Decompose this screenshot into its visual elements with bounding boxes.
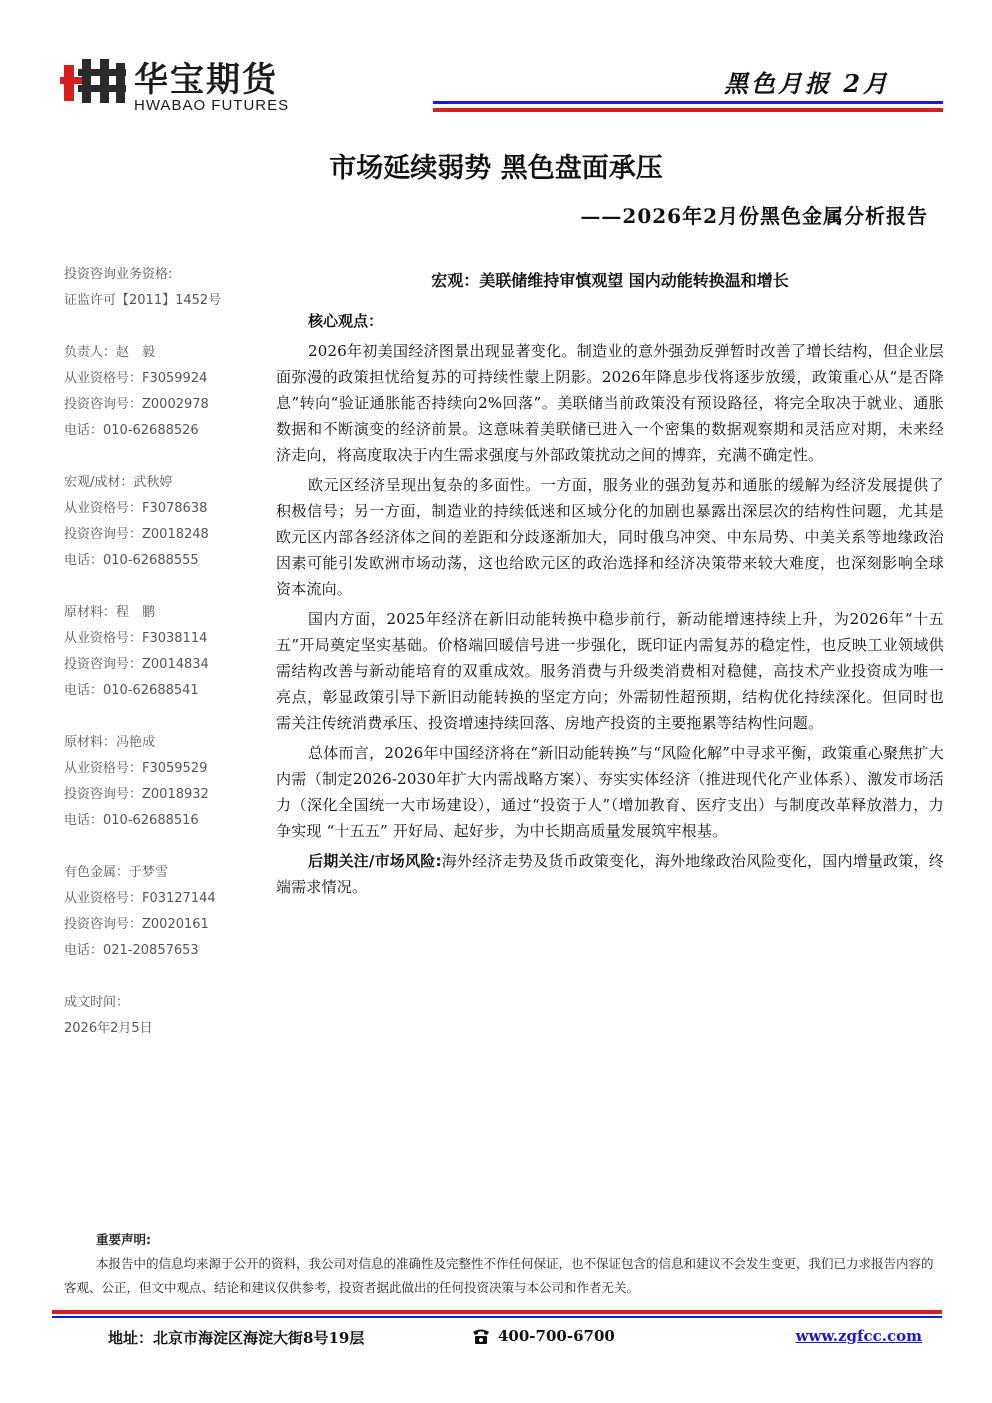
sidebar-line: 从业资格号：F3038114 xyxy=(64,631,208,646)
header-divider-blue xyxy=(433,101,943,104)
sidebar-line: 从业资格号：F3059529 xyxy=(64,761,208,776)
header-divider-red xyxy=(433,108,943,112)
sidebar-line: 电话：010-62688555 xyxy=(64,553,199,568)
sidebar-line: 宏观/成材：武秋婷 xyxy=(64,475,173,490)
sidebar-line: 投资咨询号：Z0020161 xyxy=(64,917,209,932)
sidebar-line: 从业资格号：F3059924 xyxy=(64,371,208,386)
company-logo-mark-icon xyxy=(60,55,128,107)
sidebar-spacer xyxy=(64,964,274,990)
company-name-cn: 华宝期货 xyxy=(134,60,278,100)
sidebar-line: 投资咨询号：Z0018248 xyxy=(64,527,209,542)
sidebar-line: 原材料：冯艳成 xyxy=(64,735,156,750)
sidebar-line: 成文时间： xyxy=(64,995,130,1010)
sidebar-spacer xyxy=(64,444,274,470)
sidebar-line: 负责人：赵 毅 xyxy=(64,345,156,360)
sidebar-line: 投资咨询号：Z0002978 xyxy=(64,397,209,412)
sidebar-line: 从业资格号：F03127144 xyxy=(64,891,216,906)
sidebar-line: 投资咨询号：Z0018932 xyxy=(64,787,209,802)
report-subtitle: ——2026年2月份黑色金属分析报告 xyxy=(580,204,928,228)
sidebar-spacer xyxy=(64,574,274,600)
sidebar-line: 从业资格号：F3078638 xyxy=(64,501,208,516)
sidebar-spacer xyxy=(64,704,274,730)
sidebar-line: 投资咨询号：Z0014834 xyxy=(64,657,209,672)
footer-phone: 400-700-6700 xyxy=(498,1327,615,1345)
sidebar-line: 电话：010-62688516 xyxy=(64,813,199,828)
sidebar-line: 投资咨询业务资格: xyxy=(64,267,173,282)
sidebar-spacer xyxy=(64,314,274,340)
footer-divider-blue xyxy=(52,1316,942,1318)
sidebar-line: 2026年2月5日 xyxy=(64,1021,153,1036)
analyst-sidebar xyxy=(64,262,274,1042)
sidebar-line: 原材料：程 鹏 xyxy=(64,605,156,620)
risk-text: 海外经济走势及货币政策变化，海外地缘政治风险变化，国内增量政策，终端需求情况。 xyxy=(276,852,945,896)
risk-paragraph xyxy=(276,848,944,900)
section-title: 宏观：美联储维持审慎观望 国内动能转换温和增长 xyxy=(431,271,789,290)
footer-divider-red xyxy=(52,1310,942,1314)
body-paragraph: 国内方面，2025年经济在新旧动能转换中稳步前行，新动能增速持续上升，为2026年“十五五”开局奠定坚实基础。价格端回暖信号进一步强化，既印证内需复苏的稳定性，也反映工业领域供需结构改善与新动能培育的双重成效。服务消费与升级类消费相对稳健，高技术产业投资成为唯一亮点，彰显政策引导下新旧动能转换的坚定方向；外需韧性超预期，结构优化持续深化。但同时也需关注传统消费承压、投资增速持续回落、房地产投资的主要拖累等结构性问题。 xyxy=(276,610,944,732)
body-paragraph: 总体而言，2026年中国经济将在“新旧动能转换”与“风险化解”中寻求平衡，政策重心聚焦扩大内需（制定2026-2030年扩大内需战略方案）、夯实实体经济（推进现代化产业体系）、激发市场活力（深化全国统一大市场建设），通过“投资于人”（增加教育、医疗支出）与制度改革释放潜力，力争实现 “十五五” 开好局、起好步，为中长期高质量发展筑牢根基。 xyxy=(276,744,944,840)
report-type-label: 黑色月报 2月 xyxy=(724,69,891,98)
footer-address: 地址：北京市海淀区海淀大街8号19层 xyxy=(108,1329,365,1347)
body-paragraph: 2026年初美国经济图景出现显著变化。制造业的意外强劲反弹暂时改善了增长结构，但企业层面弥漫的政策担忧给复苏的可持续性蒙上阴影。2026年降息步伐将逐步放缓，政策重心从“是否降息”转向“验证通胀能否持续向2%回落”。美联储当前政策没有预设路径，将完全取决于就业、通胀数据和不断演变的经济前景。这意味着美联储已进入一个密集的数据观察期和灵活应对期，未来经济走向，将高度取决于内生需求强度与外部政策扰动之间的博弈，充满不确定性。 xyxy=(276,342,944,464)
sidebar-line: 电话：010-62688541 xyxy=(64,683,199,698)
disclaimer-title: 重要声明: xyxy=(96,1232,151,1247)
disclaimer-body: 本报告中的信息均来源于公开的资料，我公司对信息的准确性及完整性不作任何保证，也不保证包含的信息和建议不会发生变更，我们已力求报告内容的客观、公正，但文中观点、结论和建议仅供参考，投资者据此做出的任何投资决策与本公司和作者无关。 xyxy=(64,1256,934,1295)
footer-website-link[interactable]: www.zgfcc.com xyxy=(795,1327,922,1345)
core-view-label: 核心观点： xyxy=(308,312,384,330)
sidebar-line: 证监许可【2011】1452号 xyxy=(64,293,222,308)
sidebar-spacer xyxy=(64,834,274,860)
disclaimer xyxy=(64,1228,944,1300)
sidebar-line: 电话：010-62688526 xyxy=(64,423,199,438)
risk-label: 后期关注/市场风险: xyxy=(308,852,442,870)
body-paragraph: 欧元区经济呈现出复杂的多面性。一方面，服务业的强劲复苏和通胀的缓解为经济发展提供了积极信号；另一方面，制造业的持续低迷和区域分化的加剧也暴露出深层次的结构性问题，尤其是欧元区内部各经济体之间的差距和分歧逐渐加大，同时俄乌冲突、中东局势、中美关系等地缘政治因素可能引发欧洲市场动荡，这也给欧元区的政治选择和经济决策带来较大难度，也深刻影响全球资本流向。 xyxy=(276,476,944,598)
sidebar-line: 电话：021-20857653 xyxy=(64,943,199,958)
company-name-en: HWABAO FUTURES xyxy=(134,97,290,114)
report-main-title: 市场延续弱势 黑色盘面承压 xyxy=(329,153,663,184)
report-body xyxy=(276,268,944,904)
phone-icon xyxy=(471,1327,491,1345)
sidebar-line: 有色金属：于梦雪 xyxy=(64,865,169,880)
